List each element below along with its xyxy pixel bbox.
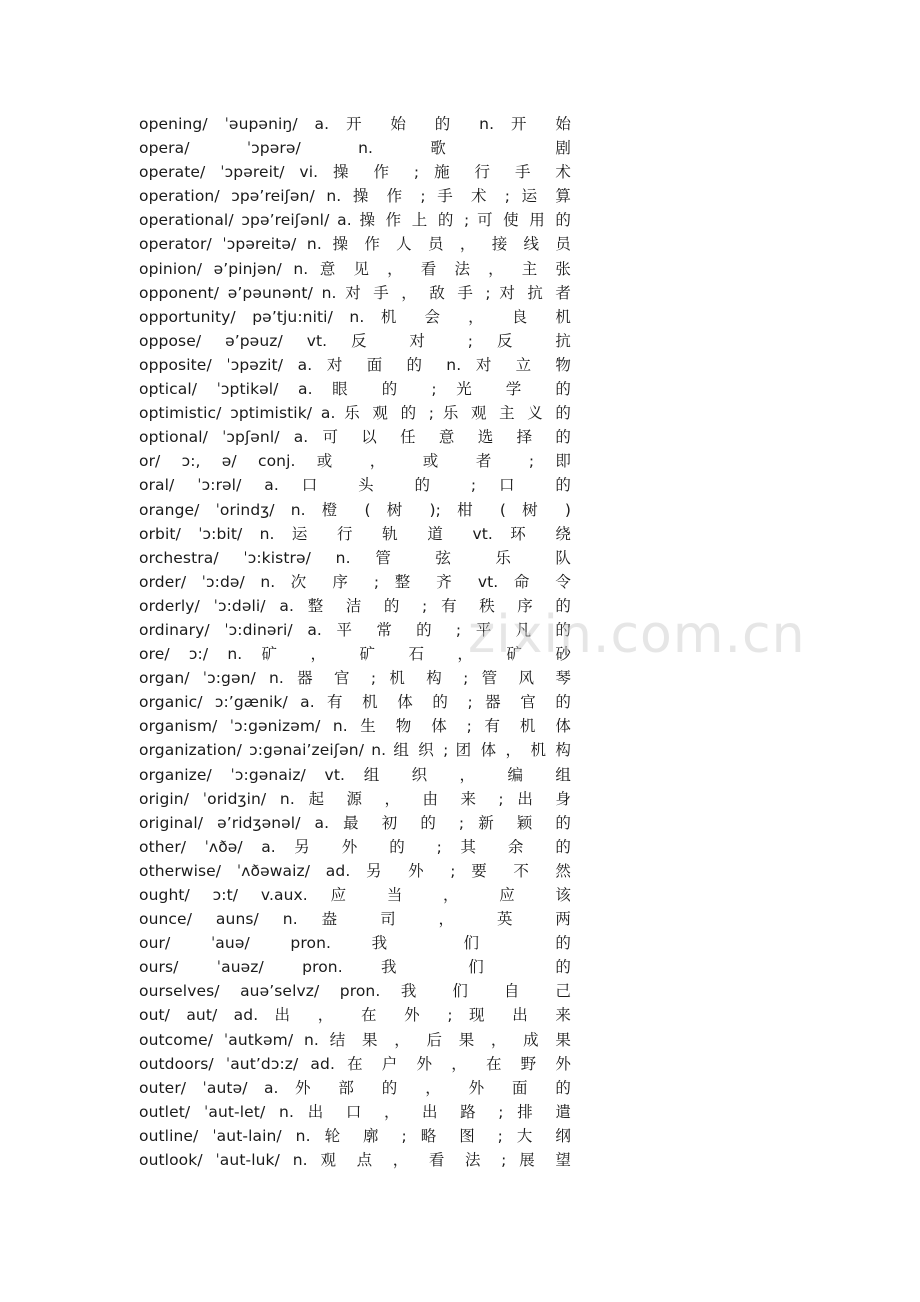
vocabulary-entry: optional/ ˈɔpʃənl/ a. 可 以 任 意 选 择 的 bbox=[139, 428, 571, 447]
vocabulary-entry: ordinary/ ˈɔ:dinəri/ a. 平 常 的 ; 平 凡 的 bbox=[139, 620, 571, 639]
vocabulary-entry: outlook/ ˈaut-luk/ n. 观 点 ， 看 法 ; 展 望 bbox=[139, 1151, 571, 1170]
vocabulary-entry: optimistic/ ɔptimistik/ a. 乐 观 的 ; 乐 观 主 义 的 bbox=[139, 404, 571, 423]
vocabulary-entry: outline/ ˈaut-lain/ n. 轮 廓 ; 略 图 ; 大 纲 bbox=[139, 1126, 571, 1145]
vocabulary-entry: orange/ ˈorindʒ/ n. 橙 ( 树 ); 柑 ( 树 ) bbox=[139, 500, 571, 519]
vocabulary-entry: optical/ ˈɔptikəl/ a. 眼 的 ; 光 学 的 bbox=[139, 380, 571, 399]
vocabulary-entry: origin/ ˈoridʒin/ n. 起 源 ， 由 来 ; 出 身 bbox=[139, 789, 571, 808]
vocabulary-entry: outdoors/ ˈaut’dɔ:z/ ad. 在 户 外 ， 在 野 外 bbox=[139, 1054, 571, 1073]
vocabulary-entry: outcome/ ˈautkəm/ n. 结 果 ， 后 果 ， 成 果 bbox=[139, 1030, 571, 1049]
vocabulary-entry: other/ ˈʌðə/ a. 另 外 的 ; 其 余 的 bbox=[139, 837, 571, 856]
vocabulary-entry: our/ ˈauə/ pron. 我 们 的 bbox=[139, 934, 571, 953]
vocabulary-entry: opening/ ˈəupəniŋ/ a. 开 始 的 n. 开 始 bbox=[139, 115, 571, 133]
vocabulary-entry: outer/ ˈautə/ a. 外 部 的 ， 外 面 的 bbox=[139, 1078, 571, 1097]
vocabulary-entry: ourselves/ auə’selvz/ pron. 我 们 自 己 bbox=[139, 982, 571, 1001]
vocabulary-entry: operate/ ˈɔpəreit/ vi. 操 作 ; 施 行 手 术 bbox=[139, 163, 571, 182]
vocabulary-entry: organic/ ɔ:’gænik/ a. 有 机 体 的 ; 器 官 的 bbox=[139, 693, 571, 712]
vocabulary-entry: order/ ˈɔ:də/ n. 次 序 ; 整 齐 vt. 命 令 bbox=[139, 572, 571, 591]
vocabulary-entry: outlet/ ˈaut-let/ n. 出 口 ， 出 路 ; 排 遣 bbox=[139, 1102, 571, 1121]
vocabulary-entry: otherwise/ ˈʌðəwaiz/ ad. 另 外 ; 要 不 然 bbox=[139, 861, 571, 880]
vocabulary-entry: ore/ ɔ:/ n. 矿 ， 矿 石 ， 矿 砂 bbox=[139, 645, 571, 664]
vocabulary-entry: orderly/ ˈɔ:dəli/ a. 整 洁 的 ; 有 秩 序 的 bbox=[139, 596, 571, 615]
vocabulary-entry: operational/ ɔpə’reiʃənl/ a. 操 作 上 的 ; 可 使 用 的 bbox=[139, 211, 571, 230]
vocabulary-entry: oppose/ ə’pəuz/ vt. 反 对 ; 反 抗 bbox=[139, 331, 571, 350]
vocabulary-entry: opera/ ˈɔpərə/ n. 歌 剧 bbox=[139, 139, 571, 158]
vocabulary-entry: operator/ ˈɔpəreitə/ n. 操 作 人 员 ， 接 线 员 bbox=[139, 235, 571, 254]
vocabulary-entry: opponent/ ə’pəunənt/ n. 对 手 ， 敌 手 ; 对 抗 者 bbox=[139, 283, 571, 302]
vocabulary-entry: organization/ ɔ:gənai’zeiʃən/ n. 组 织 ; 团 体 ， 机 构 bbox=[139, 741, 571, 760]
vocabulary-entry: original/ ə’ridʒənəl/ a. 最 初 的 ; 新 颖 的 bbox=[139, 813, 571, 832]
vocabulary-entry: operation/ ɔpə’reiʃən/ n. 操 作 ; 手 术 ; 运 算 bbox=[139, 187, 571, 206]
vocabulary-entry: ought/ ɔ:t/ v.aux. 应 当 ， 应 该 bbox=[139, 886, 571, 904]
vocabulary-entry: opinion/ ə’pinjən/ n. 意 见 ， 看 法 ， 主 张 bbox=[139, 259, 571, 278]
vocabulary-entry: opportunity/ pə’tju:niti/ n. 机 会 ， 良 机 bbox=[139, 307, 571, 326]
vocabulary-entry: oral/ ˈɔ:rəl/ a. 口 头 的 ; 口 的 bbox=[139, 476, 571, 495]
vocabulary-list bbox=[139, 112, 571, 1172]
vocabulary-entry: ounce/ auns/ n. 盎 司 ， 英 两 bbox=[139, 910, 571, 929]
vocabulary-entry: organ/ ˈɔ:gən/ n. 器 官 ; 机 构 ; 管 风 琴 bbox=[139, 669, 571, 688]
vocabulary-entry: ours/ ˈauəz/ pron. 我 们 的 bbox=[139, 958, 571, 977]
vocabulary-entry: orbit/ ˈɔ:bit/ n. 运 行 轨 道 vt. 环 绕 bbox=[139, 524, 571, 543]
vocabulary-entry: organize/ ˈɔ:gənaiz/ vt. 组 织 ， 编 组 bbox=[139, 765, 571, 784]
vocabulary-entry: orchestra/ ˈɔ:kistrə/ n. 管 弦 乐 队 bbox=[139, 548, 571, 567]
vocabulary-entry: out/ aut/ ad. 出 ， 在 外 ; 现 出 来 bbox=[139, 1006, 571, 1025]
vocabulary-entry: organism/ ˈɔ:gənizəm/ n. 生 物 体 ; 有 机 体 bbox=[139, 717, 571, 736]
vocabulary-entry: or/ ɔ:, ə/ conj. 或 ， 或 者 ; 即 bbox=[139, 452, 571, 471]
vocabulary-entry: opposite/ ˈɔpəzit/ a. 对 面 的 n. 对 立 物 bbox=[139, 355, 571, 374]
watermark: zixin.com.cn bbox=[468, 605, 806, 665]
